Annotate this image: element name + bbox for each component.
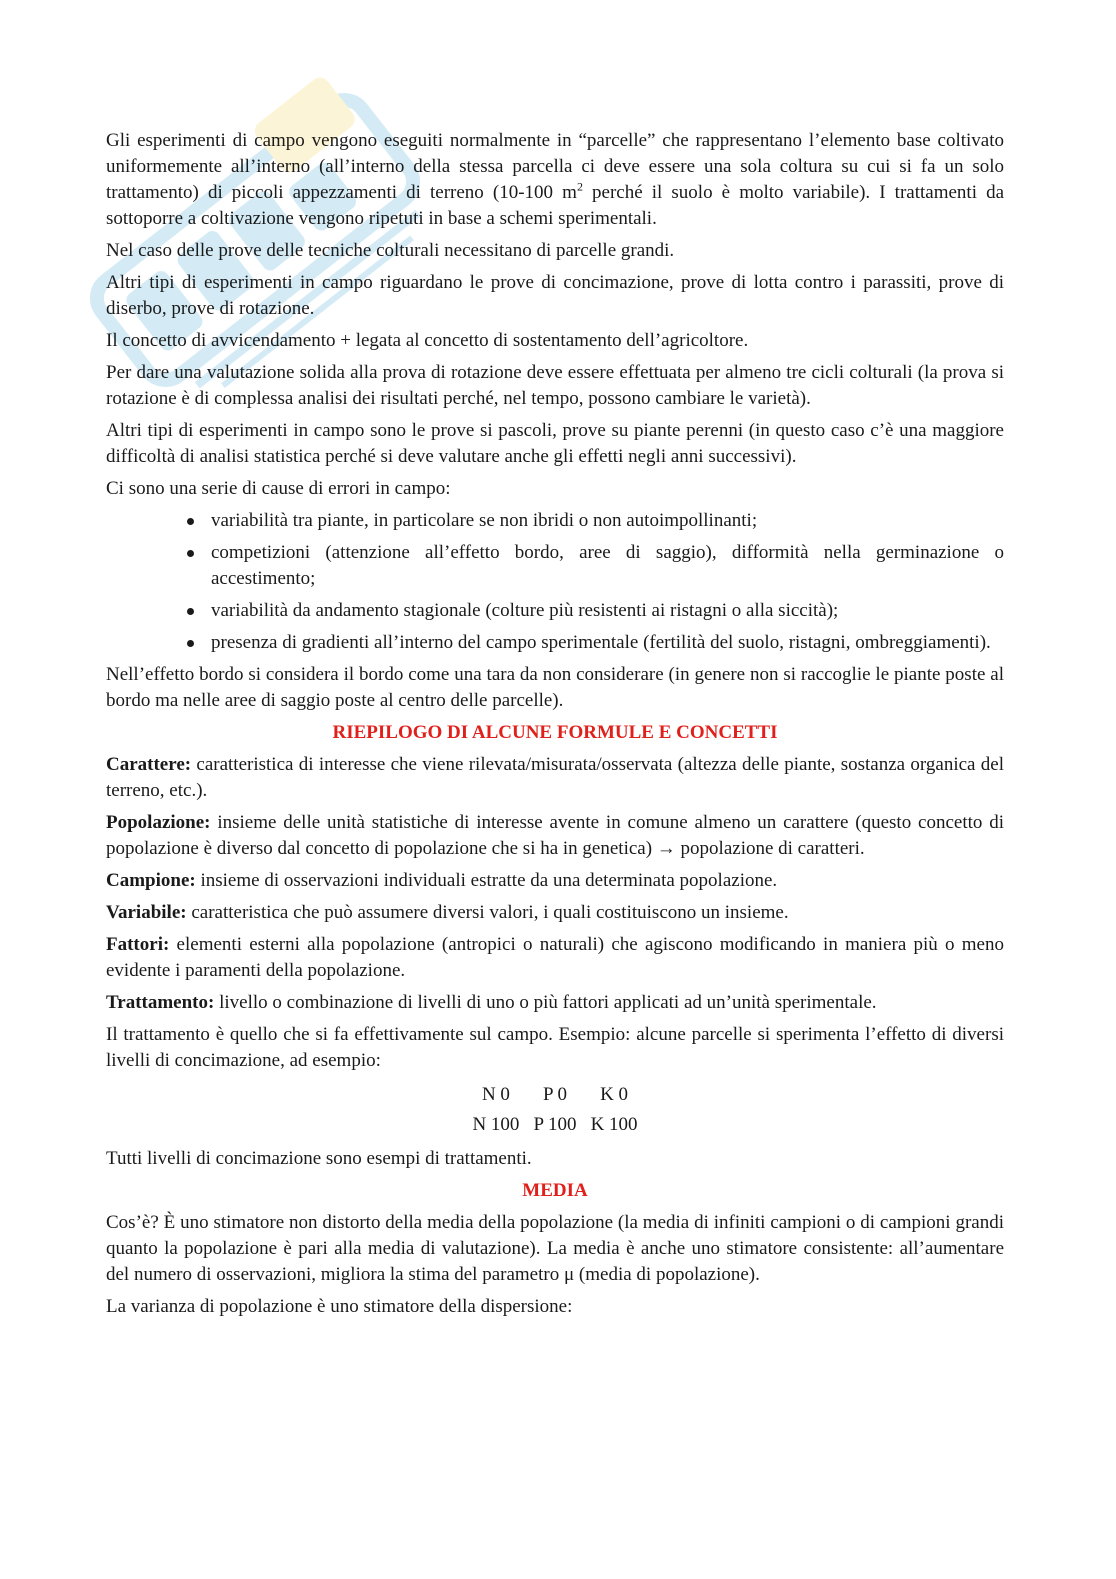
definition: Variabile: caratteristica che può assumere diversi valori, i quali costituiscono un insieme.	[106, 902, 789, 923]
error-causes-list	[106, 508, 1004, 656]
paragraph: Altri tipi di esperimenti in campo sono le prove si pascoli, prove su piante perenni (in questo caso c’è una maggiore difficoltà di analisi statistica perché si deve valutare anche gli effetti negli anni successivi).	[106, 420, 1004, 467]
list-item: presenza di gradienti all’interno del campo sperimentale (fertilità del suolo, ristagni, ombreggiamenti).	[211, 630, 1004, 656]
definition: Fattori: elementi esterni alla popolazione (antropici o naturali) che agiscono modificando in maniera più o meno evidente i paramenti della popolazione.	[106, 934, 1004, 981]
list-item: variabilità tra piante, in particolare se non ibridi o non autoimpollinanti;	[211, 508, 1004, 534]
definition-term: Trattamento:	[106, 992, 215, 1013]
fertilization-levels	[465, 1080, 644, 1140]
paragraph: Tutti livelli di concimazione sono esempi di trattamenti.	[106, 1148, 532, 1169]
paragraph: Cos’è? È uno stimatore non distorto della media della popolazione (la media di infiniti campioni o di campioni grandi quanto la popolazione è pari alla media di valutazione). La media è anche uno stimatore consistente: all’aumentare del numero di osservazioni, migliora la stima del parametro μ (media di popolazione).	[106, 1212, 1004, 1285]
list-item: competizioni (attenzione all’effetto bordo, aree di saggio), difformità nella germinazione o accestimento;	[211, 540, 1004, 592]
table-cell: K 100	[590, 1114, 638, 1135]
definition: Campione: insieme di osservazioni individuali estratte da una determinata popolazione.	[106, 870, 778, 891]
table-cell: P 100	[533, 1114, 577, 1135]
paragraph: Nel caso delle prove delle tecniche colturali necessitano di parcelle grandi.	[106, 240, 675, 261]
table-cell: N 0	[481, 1084, 510, 1105]
table-row	[465, 1110, 644, 1140]
paragraph: Il concetto di avvicendamento + legata al concetto di sostentamento dell’agricoltore.	[106, 330, 749, 351]
definition-term: Carattere:	[106, 754, 192, 775]
list-item: variabilità da andamento stagionale (colture più resistenti ai ristagni o alla siccità);	[211, 598, 1004, 624]
definition-term: Variabile:	[106, 902, 187, 923]
paragraph: Per dare una valutazione solida alla prova di rotazione deve essere effettuata per almeno tre cicli colturali (la prova si rotazione è di complessa analisi dei risultati perché, nel tempo, possono cambiare le varietà).	[106, 362, 1004, 409]
table-cell: N 100	[472, 1114, 520, 1135]
definition: Trattamento: livello o combinazione di livelli di uno o più fattori applicati ad un’unità sperimentale.	[106, 992, 877, 1013]
section-heading: RIEPILOGO DI ALCUNE FORMULE E CONCETTI	[332, 722, 778, 743]
table-cell: K 0	[600, 1084, 629, 1105]
paragraph: La varianza di popolazione è uno stimatore della dispersione:	[106, 1296, 573, 1317]
paragraph: Ci sono una serie di cause di errori in campo:	[106, 478, 451, 499]
paragraph: Altri tipi di esperimenti in campo riguardano le prove di concimazione, prove di lotta contro i parassiti, prove di diserbo, prove di rotazione.	[106, 272, 1004, 319]
document-page	[106, 128, 1004, 1326]
paragraph: Il trattamento è quello che si fa effettivamente sul campo. Esempio: alcune parcelle si sperimenta l’effetto di diversi livelli di concimazione, ad esempio:	[106, 1024, 1004, 1071]
section-heading: MEDIA	[522, 1180, 588, 1201]
definition-term: Popolazione:	[106, 812, 211, 833]
table-row	[465, 1080, 644, 1110]
definition-term: Fattori:	[106, 934, 170, 955]
table-cell: P 0	[542, 1084, 568, 1105]
definition-term: Campione:	[106, 870, 196, 891]
paragraph: Gli esperimenti di campo vengono eseguiti normalmente in “parcelle” che rappresentano l’elemento base coltivato uniformemente all’interno (all’interno della stessa parcella ci deve essere una sola coltura su cui si fa un solo trattamento) di piccoli appezzamenti di terreno (10-100 $m^2$ perché il suolo è molto variabile). I trattamenti da sottoporre a coltivazione vengono ripetuti in base a schemi sperimentali.	[106, 130, 1004, 229]
definition: Popolazione: insieme delle unità statistiche di interesse avente in comune almeno un carattere (questo concetto di popolazione è diverso dal concetto di popolazione che si ha in genetica) → popolazione di caratteri.	[106, 812, 1004, 859]
paragraph: Nell’effetto bordo si considera il bordo come una tara da non considerare (in genere non si raccoglie le piante poste al bordo ma nelle aree di saggio poste al centro delle parcelle).	[106, 664, 1004, 711]
definition: Carattere: caratteristica di interesse che viene rilevata/misurata/osservata (altezza delle piante, sostanza organica del terreno, etc.).	[106, 754, 1004, 801]
